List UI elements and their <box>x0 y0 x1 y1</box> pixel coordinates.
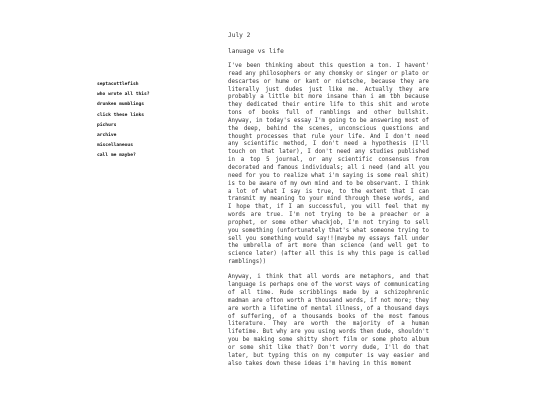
post-container <box>228 30 429 405</box>
sidebar-nav <box>97 80 207 162</box>
sidebar-link-home[interactable]: septacottlefish <box>97 82 139 87</box>
post-date: July 2 <box>228 32 251 39</box>
sidebar-link-links[interactable]: click these links <box>97 112 145 118</box>
post-paragraph: Anyway, i think that all words are metaphors, and that language is perhaps one of the worst ways of communicating of all time. Rude scribblings made by a schizophrenic madman are ofton worth a thousand words, if not more; they are worth a lifetime of mental illness, of a thousand days of suffering, of a thousands books of the most famous literature. They are worth the majority of a human lifetime. But why are you using words then dude, shouldn't you be making some shitty short film or some photo album or some shit like that? Don't worry dude, I'll do that later, but typing this on my computer is way easier and also takes down these ideas i'm having in this moment <box>228 274 429 367</box>
sidebar-link-pictures[interactable]: pichurs <box>97 122 117 128</box>
post-title: lanuage vs life <box>228 48 284 55</box>
post-paragraph: I've been thinking about this question a ton. I havent' read any philosophers or any chomsky or singer or plato or descartes or hume or kant or nietsche, because they are literally just dudes just like me. Actually they are probably a little bit more insane than i am tbh because they dedicated their entire life to this shit and wrote tons of books full of ramblings and other bullshit. Anyway, in today's essay I'm going to be answering most of the deep, behind the scenes, unconscious questions and thought processes that rule your life. And I don't need any scientific method, I don't need a hypothesis (I'll touch on that later), I don't need any studies published in a top 5 journal, or any scientific consensus from decorated and famous individuals; all i need (and all you need for you to realize what i'm saying is some real shit) is to be aware of my own mind and to be observant. I think a lot of what I say is true, to the extent that I can transmit my meaning to your mind through these words, and I hope that, if I am successful, you will feel that my words are true. I'm not trying to be a preacher or a prophet, or some other whackjob, I'm not trying to sell you something (unfortunately that's what someone trying to sell you something would say!!(maybe my essays fall under the umbrella of art more than science (and well get to science later) (after all this is why this page is called ramblings)) <box>228 63 429 266</box>
sidebar-link-archive[interactable]: archive <box>97 133 117 139</box>
sidebar-link-miscellaneous[interactable]: miscellaneous <box>97 143 133 149</box>
sidebar-link-about[interactable]: who wrote all this? <box>97 92 150 98</box>
sidebar-link-contact[interactable]: call me maybe? <box>97 153 136 159</box>
post-body <box>228 63 429 368</box>
sidebar-link-drunken-mumblings[interactable]: drunken mumblings <box>97 102 145 108</box>
